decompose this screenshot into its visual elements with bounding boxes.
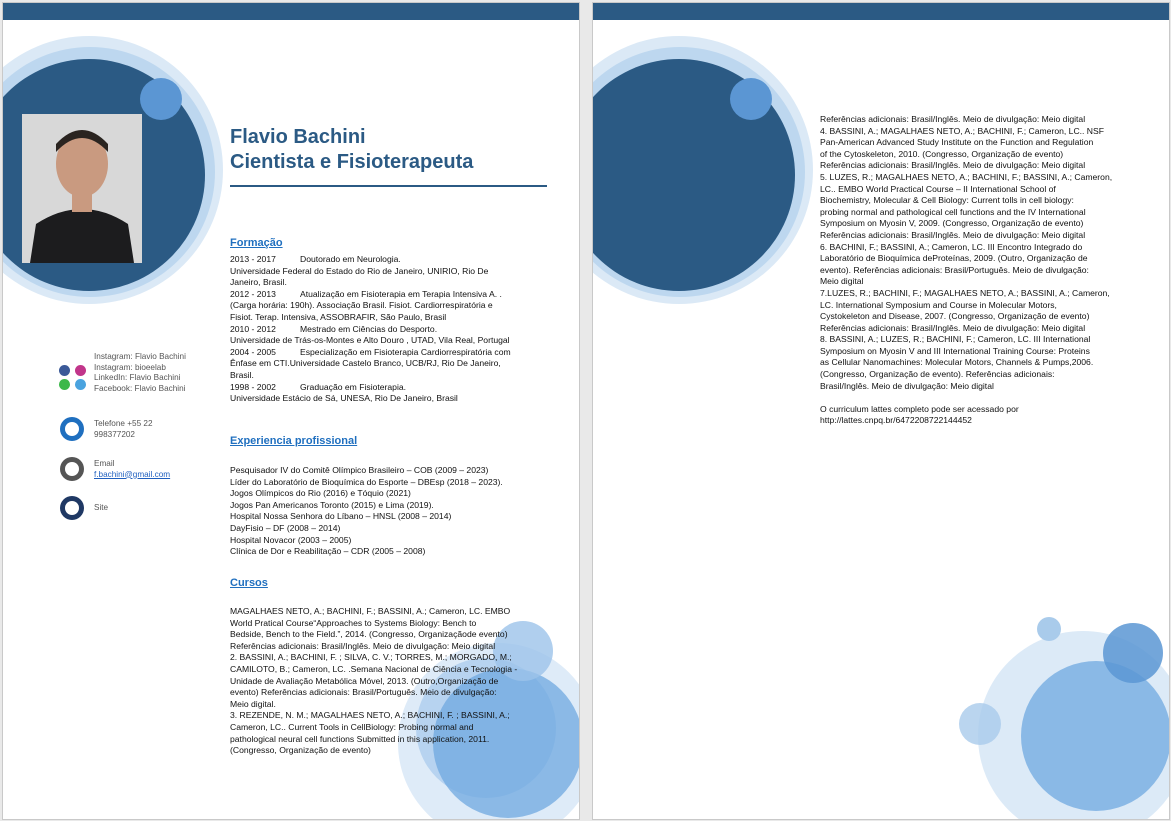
top-bar — [3, 3, 579, 20]
cursos-line: Cystokeleton and Disease, 2007. (Congresso, Organização de evento) — [820, 311, 1090, 322]
cursos-line: Meio digital — [820, 276, 864, 287]
person-name: Flavio Bachini — [230, 126, 366, 148]
cursos-line: Symposium on Myosin V, 2009. (Congresso, Organização de evento) — [820, 218, 1084, 229]
formacao-list — [230, 254, 550, 405]
entry-years: 1998 - 2002 — [230, 381, 276, 392]
cursos-line: 4. BASSINI, A.; MAGALHAES NETO, A.; BACHINI, F.; Cameron, LC.. NSF — [820, 125, 1104, 136]
experiencia-item: DayFisio – DF (2008 – 2014) — [230, 522, 341, 533]
entry-line: Ênfase em CTI.Universidade Castelo Branco, UCB/RJ, Rio De Janeiro, — [230, 358, 501, 369]
cursos-line: Biochemistry, Molecular & Cell Biology: Current tolls in cell biology: — [820, 195, 1074, 206]
cursos-heading: Cursos — [230, 577, 268, 589]
cursos-line: Pan-American Advanced Study Institute on the Function and Regulation — [820, 137, 1094, 148]
formacao-entry — [230, 382, 550, 405]
social-text — [94, 352, 186, 394]
cursos-line: Referências adicionais: Brasil/Inglês. Meio de divulgação: Meio digital — [230, 640, 496, 651]
cursos-line: LC. International Symposium and Course in Molecular Motors, — [820, 299, 1057, 310]
cursos-line: pathological neural cell functions Submitted in this application, 2011. — [230, 733, 490, 744]
cursos-line: CAMILOTO, B.; Cameron, LC. .Semana Nacional de Ciência e Tecnologia - — [230, 663, 518, 674]
entry-line: Brasil. — [230, 369, 254, 380]
cursos-line: as Cellular Nanomachines: Molecular Motors, Channels & Pumps,2006. — [820, 357, 1094, 368]
entry-line: (Carga horária: 190h). Associação Brasil. Fisiot. Cardiorrespiratória e — [230, 300, 493, 311]
facebook-handle[interactable]: Facebook: Flavio Bachini — [94, 383, 186, 393]
entry-line: Universidade de Trás-os-Montes e Alto Douro , UTAD, Vila Real, Portugal — [230, 335, 510, 346]
entry-title: Graduação em Fisioterapia. — [300, 381, 407, 392]
entry-years: 2012 - 2013 — [230, 288, 276, 299]
cursos-line: 7.LUZES, R.; BACHINI, F.; MAGALHAES NETO, A.; BASSINI, A.; Cameron, — [820, 287, 1110, 298]
experiencia-item: Jogos Olímpicos do Rio (2016) e Tóquio (2021) — [230, 488, 411, 499]
entry-title: Mestrado em Ciências do Desporto. — [300, 323, 438, 334]
phone-number[interactable]: 998377202 — [94, 429, 135, 439]
formacao-entry — [230, 254, 550, 289]
email-block — [94, 459, 170, 480]
cursos-line: World Pratical Course“Approaches to Systems Biology: Bench to — [230, 617, 477, 628]
cursos-line: Symposium on Myosin V and III International Training Course: Proteins — [820, 345, 1090, 356]
cursos-line: MAGALHAES NETO, A.; BACHINI, F.; BASSINI, A.; Cameron, LC. EMBO — [230, 606, 511, 616]
cursos-line: Bedside, Bench to the Field.”, 2014. (Congresso, Organizaçãode evento) — [230, 629, 508, 640]
entry-line: Fisiot. Terap. Intensiva, ASSOBRAFIR, São Paulo, Brasil — [230, 311, 447, 322]
cursos-line: 8. BASSINI, A.; LUZES, R.; BACHINI, F.; Cameron, LC. III International — [820, 334, 1091, 345]
phone-block — [94, 419, 153, 440]
instagram-handle-1[interactable]: Instagram: Flavio Bachini — [94, 352, 186, 361]
cursos-list-page1 — [230, 606, 560, 757]
cursos-line: Unidade de Avaliação Metabólica Móvel, 2013. (Outro,Organização de — [230, 675, 499, 686]
email-label: Email — [94, 459, 115, 468]
decor-circle-small — [140, 78, 182, 120]
cursos-line: 5. LUZES, R.; MAGALHAES NETO, A.; BACHINI, F.; BASSINI, A.; Cameron, — [820, 171, 1113, 182]
cursos-line: Meio digital. — [230, 698, 276, 709]
experiencia-item: Pesquisador IV do Comitê Olímpico Brasileiro – COB (2009 – 2023) — [230, 465, 489, 475]
cursos-line: Laboratório de Bioquímica deProteínas, 2009. (Outro, Organização de — [820, 253, 1088, 264]
entry-title: Atualização em Fisioterapia em Terapia Intensiva A. . — [300, 288, 502, 299]
cursos-line: 2. BASSINI, A.; BACHINI, F. ; SILVA, C. V.; TORRES, M.; MORGADO, M.; — [230, 652, 512, 663]
cursos-line: evento). Referências adicionais: Brasil/Português. Meio de divulgação: — [820, 264, 1089, 275]
phone-label: Telefone +55 22 — [94, 419, 153, 428]
entry-line: Universidade Federal do Estado do Rio de Janeiro, UNIRIO, Rio De — [230, 265, 489, 276]
job-title: Cientista e Fisioterapeuta — [230, 151, 474, 173]
instagram-icon[interactable] — [75, 365, 86, 376]
experiencia-item: Líder do Laboratório de Bioquímica do Esporte – DBEsp (2018 – 2023). — [230, 476, 503, 487]
formacao-heading: Formação — [230, 237, 283, 249]
cursos-line: (Congresso, Organização de evento). Referências adicionais: — [820, 369, 1055, 380]
experiencia-item: Hospital Novacor (2003 – 2005) — [230, 534, 352, 545]
phone-icon — [60, 417, 84, 441]
cursos-line: of the Cytoskeleton, 2010. (Congresso, Organização de evento) — [820, 148, 1064, 159]
lattes-url[interactable]: http://lattes.cnpq.br/6472208722144452 — [820, 415, 972, 426]
entry-title: Especialização em Fisioterapia Cardiorrespiratória com — [300, 346, 511, 357]
resume-page-1 — [2, 2, 580, 820]
email-link[interactable]: f.bachini@gmail.com — [94, 469, 171, 479]
cursos-line: Brasil/Inglês. Meio de divulgação: Meio digital — [820, 380, 994, 391]
cursos-line: Cameron, LC.. Current Tools in CellBiology: Probing normal and — [230, 721, 474, 732]
cursos-line: 6. BACHINI, F.; BASSINI, A.; Cameron, LC. III Encontro Integrado do — [820, 241, 1083, 252]
entry-line: Janeiro, Brasil. — [230, 277, 287, 288]
formacao-entry — [230, 324, 550, 347]
experiencia-item: Jogos Pan Americanos Toronto (2015) e Lima (2019). — [230, 499, 434, 510]
cursos-line: probing normal and pathological cell functions and the IV International — [820, 206, 1086, 217]
entry-line: Universidade Estácio de Sá, UNESA, Rio De Janeiro, Brasil — [230, 393, 458, 404]
entry-years: 2004 - 2005 — [230, 346, 276, 357]
cursos-line: (Congresso, Organização de evento) — [230, 745, 371, 756]
decor-circle-br-big — [1021, 661, 1170, 811]
facebook-icon[interactable] — [59, 365, 70, 376]
experiencia-item: Clínica de Dor e Reabilitação – CDR (2005 – 2008) — [230, 546, 426, 557]
formacao-entry — [230, 347, 550, 382]
profile-photo — [22, 114, 142, 263]
name-title-block — [230, 125, 473, 175]
entry-years: 2013 - 2017 — [230, 254, 276, 264]
instagram-handle-2[interactable]: Instagram: bioeelab — [94, 362, 166, 372]
entry-years: 2010 - 2012 — [230, 323, 276, 334]
experiencia-heading: Experiencia profissional — [230, 435, 358, 447]
formacao-entry — [230, 289, 550, 324]
cursos-list-page2 — [820, 114, 1150, 427]
cursos-line: 3. REZENDE, N. M.; MAGALHAES NETO, A.; BACHINI, F. ; BASSINI, A.; — [230, 710, 510, 721]
email-icon — [60, 457, 84, 481]
whatsapp-icon[interactable] — [59, 379, 70, 390]
globe-icon — [60, 496, 84, 520]
decor-circle-br-small — [959, 703, 1001, 745]
linkedin-handle[interactable]: LinkedIn: Flavio Bachini — [94, 373, 181, 382]
cursos-line: Referências adicionais: Brasil/Inglês. Meio de divulgação: Meio digital — [820, 160, 1086, 171]
entry-title: Doutorado em Neurologia. — [300, 254, 401, 264]
cursos-line: evento) Referências adicionais: Brasil/Português. Meio de divulgação: — [230, 687, 497, 698]
title-divider — [230, 185, 547, 187]
decor-circle-br-top — [1103, 623, 1163, 683]
decor-circle-small — [730, 78, 772, 120]
cursos-line: LC.. EMBO World Practical Course – II International School of — [820, 183, 1056, 194]
experiencia-list — [230, 465, 560, 558]
experiencia-item: Hospital Nossa Senhora do Líbano – HNSL (2008 – 2014) — [230, 511, 452, 522]
cursos-line: Referências adicionais: Brasil/Inglês. Meio de divulgação: Meio digital — [820, 114, 1086, 124]
site-label[interactable]: Site — [94, 503, 109, 512]
lattes-line-1: O curriculum lattes completo pode ser acessado por — [820, 403, 1019, 414]
cursos-line: Referências adicionais: Brasil/Inglês. Meio de divulgação: Meio digital — [820, 322, 1086, 333]
resume-page-2 — [592, 2, 1170, 820]
twitter-icon[interactable] — [75, 379, 86, 390]
top-bar — [593, 3, 1169, 20]
decor-circle-br-tiny — [1037, 617, 1061, 641]
cursos-line: Referências adicionais: Brasil/Inglês. Meio de divulgação: Meio digital — [820, 229, 1086, 240]
